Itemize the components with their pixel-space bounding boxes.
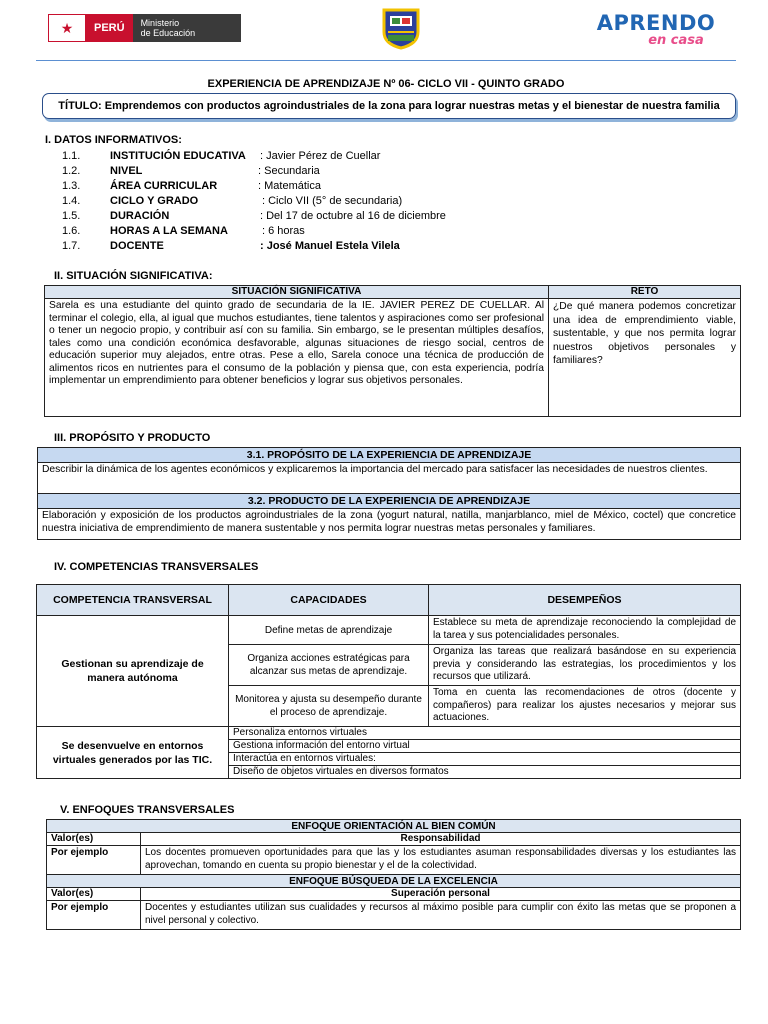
titulo-box [42,93,736,119]
tic-capacidad: Personaliza entornos virtuales [229,727,741,740]
capacidad-cell: Organiza acciones estratégicas para alcanzar sus metas de aprendizaje. [229,645,429,686]
reto-col-header: RETO [549,286,741,299]
valor-label: Valor(es) [47,888,141,901]
tic-capacidad: Gestiona información del entorno virtual [229,740,741,753]
valor-value: Superación personal [141,888,741,901]
competencia-col-header: COMPETENCIA TRANSVERSAL [37,585,229,616]
ministry-label: Ministerio de Educación [133,14,241,42]
producto-text: Elaboración y exposición de los productos agroindustriales de la zona (yogurt natural, natilla, manjarblanco, miel de México, coctel) que concretice nuestra iniciativa de emprendimiento de manera sustentable y nos permita lograr nuestras metas personales y familiares. [38,509,741,540]
enfoque-bien-comun-title: ENFOQUE ORIENTACIÓN AL BIEN COMÚN [47,820,741,833]
enfoques-heading: V. ENFOQUES TRANSVERSALES [60,804,235,816]
peru-shield-icon: ★ [48,14,86,42]
capacidades-col-header: CAPACIDADES [229,585,429,616]
datos-item: 1.6. HORAS A LA SEMANA : 6 horas [62,225,305,237]
datos-item: 1.3. ÁREA CURRICULAR : Matemática [62,180,321,192]
ejemplo-label: Por ejemplo [47,846,141,875]
proposito-subheader: 3.1. PROPÓSITO DE LA EXPERIENCIA DE APRENDIZAJE [38,448,741,463]
proposito-text: Describir la dinámica de los agentes económicos y explicaremos la importancia del mercado para satisfacer las necesidades de nuestros clientes. [38,463,741,494]
peru-ministry-logo [48,14,241,42]
datos-list [0,149,768,254]
competencia-gestiona: Gestionan su aprendizaje de manera autónoma [37,616,229,727]
competencia-tic: Se desenvuelve en entornos virtuales generados por las TIC. [37,727,229,779]
ejemplo-text: Los docentes promueven oportunidades para que las y los estudiantes asuman responsabilidades diversas y los estudiantes las aprovechan, tomando en cuenta su propio bienestar y el de la colectividad. [141,846,741,875]
titulo-text: TÍTULO: Emprendemos con productos agroindustriales de la zona para lograr nuestras metas y el bienestar de nuestra familia [58,100,720,112]
desempeno-cell: Organiza las tareas que realizará basándose en su experiencia previa y considerando las estrategias, los procedimientos y los recursos que utilizará. [429,645,741,686]
peru-label: PERÚ [86,14,133,42]
school-crest-icon [378,6,424,50]
producto-subheader: 3.2. PRODUCTO DE LA EXPERIENCIA DE APRENDIZAJE [38,494,741,509]
proposito-heading: III. PROPÓSITO Y PRODUCTO [54,432,211,444]
tic-capacidad: Diseño de objetos virtuales en diversos formatos [229,766,741,779]
datos-item: 1.5. DURACIÓN : Del 17 de octubre al 16 de diciembre [62,210,446,222]
datos-item: 1.7. DOCENTE : José Manuel Estela Vilela [62,240,400,252]
reto-text: ¿De qué manera podemos concretizar una idea de emprendimiento viable, sustentable, y que nos permita lograr nuestros objetivos personales y familiares? [549,299,741,417]
enfoque-excelencia-title: ENFOQUE BÚSQUEDA DE LA EXCELENCIA [47,875,741,888]
ejemplo-text: Docentes y estudiantes utilizan sus cualidades y recursos al máximo posible para cumplir con éxito las metas que se proponen a nivel personal y colectivo. [141,901,741,930]
datos-heading: I. DATOS INFORMATIVOS: [45,134,182,146]
valor-value: Responsabilidad [141,833,741,846]
competencias-heading: IV. COMPETENCIAS TRANSVERSALES [54,561,259,573]
header-divider [36,60,736,61]
desempeno-cell: Toma en cuenta las recomendaciones de otros (docente y compañeros) para realizar los ajustes necesarios y mejorar sus actuaciones. [429,686,741,727]
datos-item: 1.2. NIVEL : Secundaria [62,165,320,177]
enfoques-table [46,819,741,930]
situacion-heading: II. SITUACIÓN SIGNIFICATIVA: [54,270,213,282]
situacion-table [44,285,741,417]
desempeno-cell: Establece su meta de aprendizaje reconociendo la complejidad de la tarea y sus potencialidades personales. [429,616,741,645]
datos-item: 1.1. INSTITUCIÓN EDUCATIVA : Javier Pérez de Cuellar [62,150,381,162]
valor-label: Valor(es) [47,833,141,846]
desempenos-col-header: DESEMPEÑOS [429,585,741,616]
aprendo-en-casa-logo: APRENDO en casa [596,11,716,48]
ejemplo-label: Por ejemplo [47,901,141,930]
proposito-table [37,447,741,540]
situacion-text: Sarela es una estudiante del quinto grado de secundaria de la IE. JAVIER PEREZ DE CUELLAR. Al terminar el colegio, ella, al igual que muchos estudiantes, tiene talentos y aspiraciones como ser profesional o tener un negocio propio, y contribuir así con su familia. Sin embargo, se le presentan múltiples desafíos, tales como una condición económica desfavorable, algunas situaciones de riesgo social, centros de educación superior muy alejados, entre otras. Pese a ello, Sarela conoce una técnica de producción de alimentos ricos en nutrientes para el consumo de la población y piensa que, con esta experiencia, podría implementar un emprendimiento para obtener beneficios y lograr sus objetivos personales. [45,299,549,417]
capacidad-cell: Monitorea y ajusta su desempeño durante el proceso de aprendizaje. [229,686,429,727]
competencias-table [36,584,741,779]
tic-capacidad: Interactúa en entornos virtuales: [229,753,741,766]
experience-title: EXPERIENCIA DE APRENDIZAJE Nº 06- CICLO VII - QUINTO GRADO [207,78,565,90]
datos-item: 1.4. CICLO Y GRADO : Ciclo VII (5° de secundaria) [62,195,403,207]
situacion-col-header: SITUACIÓN SIGNIFICATIVA [45,286,549,299]
capacidad-cell: Define metas de aprendizaje [229,616,429,645]
